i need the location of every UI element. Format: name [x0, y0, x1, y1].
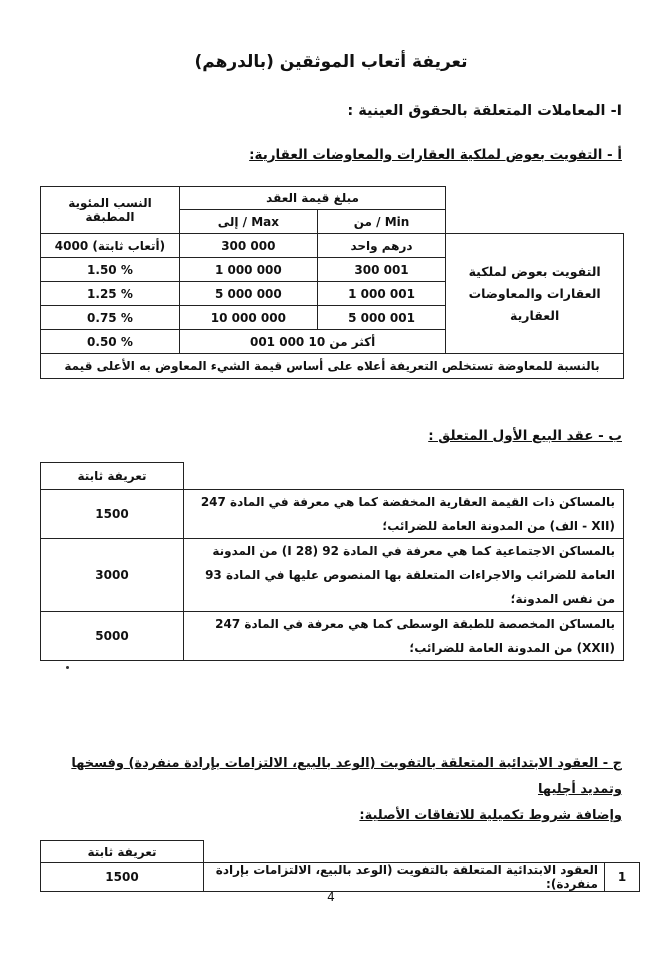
rate-cell: 1.50 %	[41, 258, 180, 282]
subsection-heading-b: ب - عقد البيع الأول المتعلق :	[428, 428, 622, 444]
exchange-note: بالنسبة للمعاوضة تستخلص التعريفة أعلاه على أساس قيمة الشيء المعاوض به الأعلى قيمة	[41, 354, 624, 379]
fee-cell: 1500	[41, 490, 184, 539]
header-contract-value: مبلغ قيمة العقد	[179, 187, 445, 210]
header-fixed-fee: تعريفة ثابتة	[41, 841, 204, 863]
table-row	[41, 539, 624, 612]
subsection-c-line-1: ج - العقود الابتدائية المتعلقة بالتفويت (الوعد بالبيع، الالتزامات بإرادة منفردة) وفسخها وتمديد أجليها	[71, 756, 622, 797]
row-label: التفويت بعوض لملكية العقارات والمعاوضات العقارية	[446, 234, 624, 354]
notary-fees-table-a	[40, 186, 624, 379]
header-blank	[446, 187, 624, 234]
rate-cell: 1.25 %	[41, 282, 180, 306]
fee-cell: 5000	[41, 612, 184, 661]
min-cell: 5 000 001	[317, 306, 446, 330]
table-row	[41, 612, 624, 661]
rate-cell: 0.75 %	[41, 306, 180, 330]
description-cell: العقود الابتدائية المتعلقة بالتفويت (الوعد بالبيع، الالتزامات بإرادة منفردة):	[204, 863, 605, 892]
max-cell: 10 000 000	[179, 306, 317, 330]
preliminary-contracts-table	[40, 840, 640, 892]
row-number: 1	[605, 863, 640, 892]
header-blank	[184, 463, 624, 490]
min-cell: درهم واحد	[317, 234, 446, 258]
page-title: تعريفة أتعاب الموثقين (بالدرهم)	[194, 52, 468, 72]
header-max: إلى / Max	[179, 210, 317, 234]
fee-cell: 3000	[41, 539, 184, 612]
header-blank	[204, 841, 640, 863]
description-cell: بالمساكن الاجتماعية كما هي معرفة في المادة 92 (I 28) من المدونة العامة للضرائب والاجراءات المتعلقة بها المنصوص عليها في المادة 93 من نفس المدونة؛	[184, 539, 624, 612]
description-cell: بالمساكن المخصصة للطبقة الوسطى كما هي معرفة في المادة 247 (XXII) من المدونة العامة للضرائب؛	[184, 612, 624, 661]
min-cell: 1 000 001	[317, 282, 446, 306]
subsection-c-line-2: وإضافة شروط تكميلية للاتفاقات الأصلية:	[359, 808, 622, 823]
section-heading-1: I- المعاملات المتعلقة بالحقوق العينية :	[347, 103, 622, 119]
range-cell: أكثر من 10 000 001	[179, 330, 445, 354]
max-cell: 1 000 000	[179, 258, 317, 282]
table-row	[41, 234, 624, 258]
page-number: 4	[327, 890, 335, 904]
min-cell: 300 001	[317, 258, 446, 282]
table-row	[41, 863, 640, 892]
subsection-heading-c	[38, 751, 622, 829]
header-fixed-fee: تعريفة ثابتة	[41, 463, 184, 490]
max-cell: 5 000 000	[179, 282, 317, 306]
max-cell: 300 000	[179, 234, 317, 258]
stray-dot	[66, 666, 69, 669]
header-rates: النسب المئوية المطبقة	[41, 187, 180, 234]
table-row	[41, 490, 624, 539]
subsection-heading-a: أ - التفويت بعوض لملكية العقارات والمعاوضات العقارية:	[249, 147, 622, 163]
header-min: من / Min	[317, 210, 446, 234]
table-footer-row	[41, 354, 624, 379]
fee-cell: 1500	[41, 863, 204, 892]
rate-cell: 0.50 %	[41, 330, 180, 354]
description-cell: بالمساكن ذات القيمة العقارية المخفضة كما هي معرفة في المادة 247 (XII - الف) من المدونة العامة للضرائب؛	[184, 490, 624, 539]
first-sale-fees-table	[40, 462, 624, 661]
rate-cell: 4000 (أتعاب ثابتة)	[41, 234, 180, 258]
